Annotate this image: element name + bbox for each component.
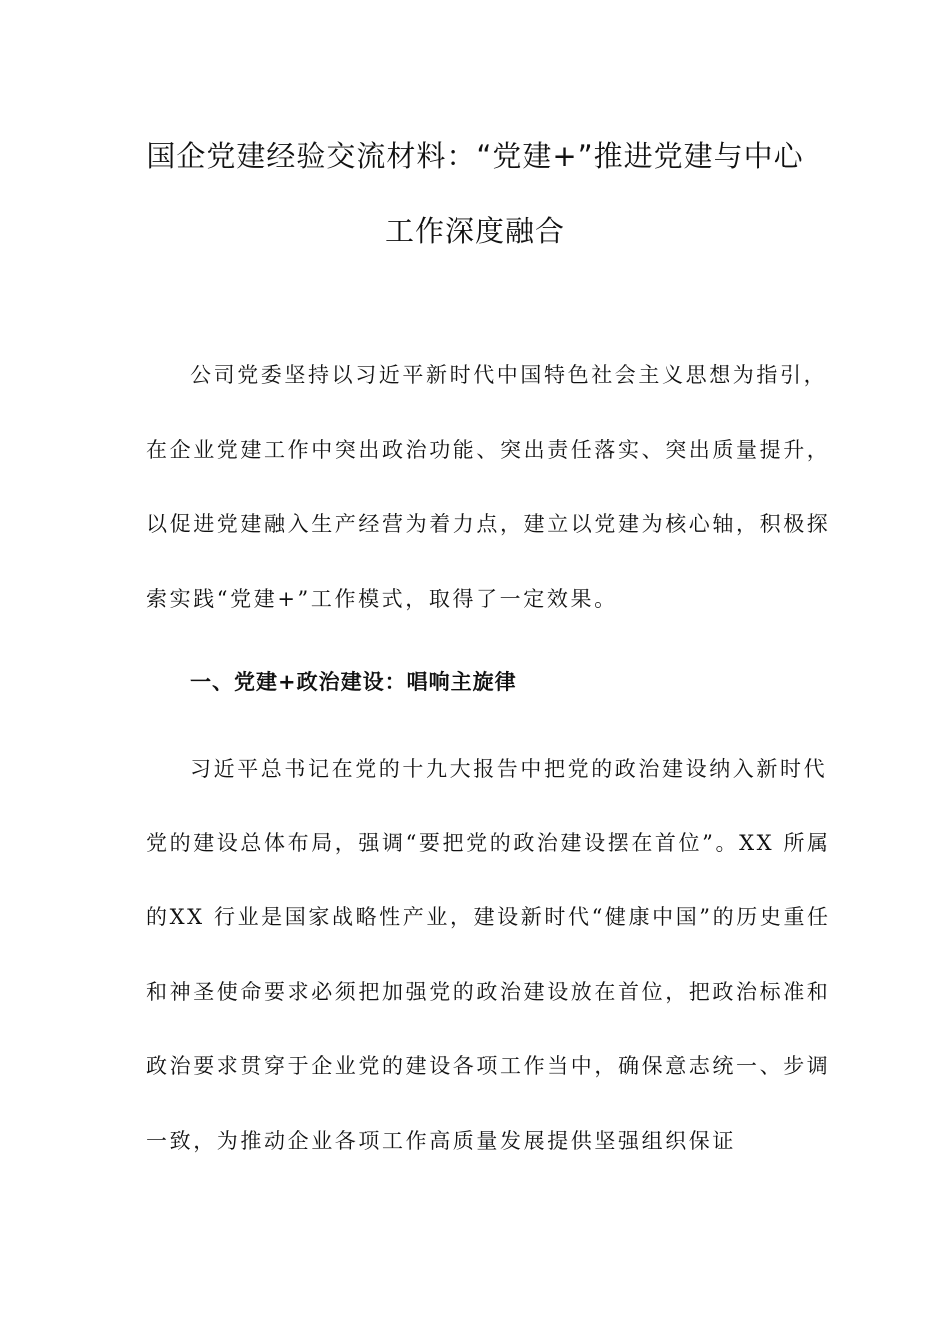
- paragraph-line: 索实践“党建+”工作模式，取得了一定效果。: [146, 587, 618, 611]
- document-title-line-1: 国企党建经验交流材料：“党建+”推进党建与中心: [146, 139, 804, 173]
- paragraph-line: 习近平总书记在党的十九大报告中把党的政治建设纳入新时代: [190, 757, 828, 781]
- paragraph-line: 在企业党建工作中突出政治功能、突出责任落实、突出质量提升，: [146, 438, 831, 462]
- section-heading: 一、党建+政治建设：唱响主旋律: [190, 670, 517, 694]
- paragraph-line: 和神圣使命要求必须把加强党的政治建设放在首位，把政治标准和: [146, 980, 831, 1004]
- paragraph-line: 公司党委坚持以习近平新时代中国特色社会主义思想为指引，: [190, 363, 828, 387]
- paragraph-line: 政治要求贯穿于企业党的建设各项工作当中，确保意志统一、步调: [146, 1054, 831, 1078]
- paragraph-line: 以促进党建融入生产经营为着力点，建立以党建为核心轴，积极探: [146, 512, 831, 536]
- paragraph-line: 党的建设总体布局，强调“要把党的政治建设摆在首位”。XX 所属: [146, 831, 831, 855]
- paragraph-line: 的XX 行业是国家战略性产业，建设新时代“健康中国”的历史重任: [146, 905, 831, 929]
- document-title-line-2: 工作深度融合: [384, 214, 565, 248]
- paragraph-line: 一致，为推动企业各项工作高质量发展提供坚强组织保证: [146, 1129, 736, 1153]
